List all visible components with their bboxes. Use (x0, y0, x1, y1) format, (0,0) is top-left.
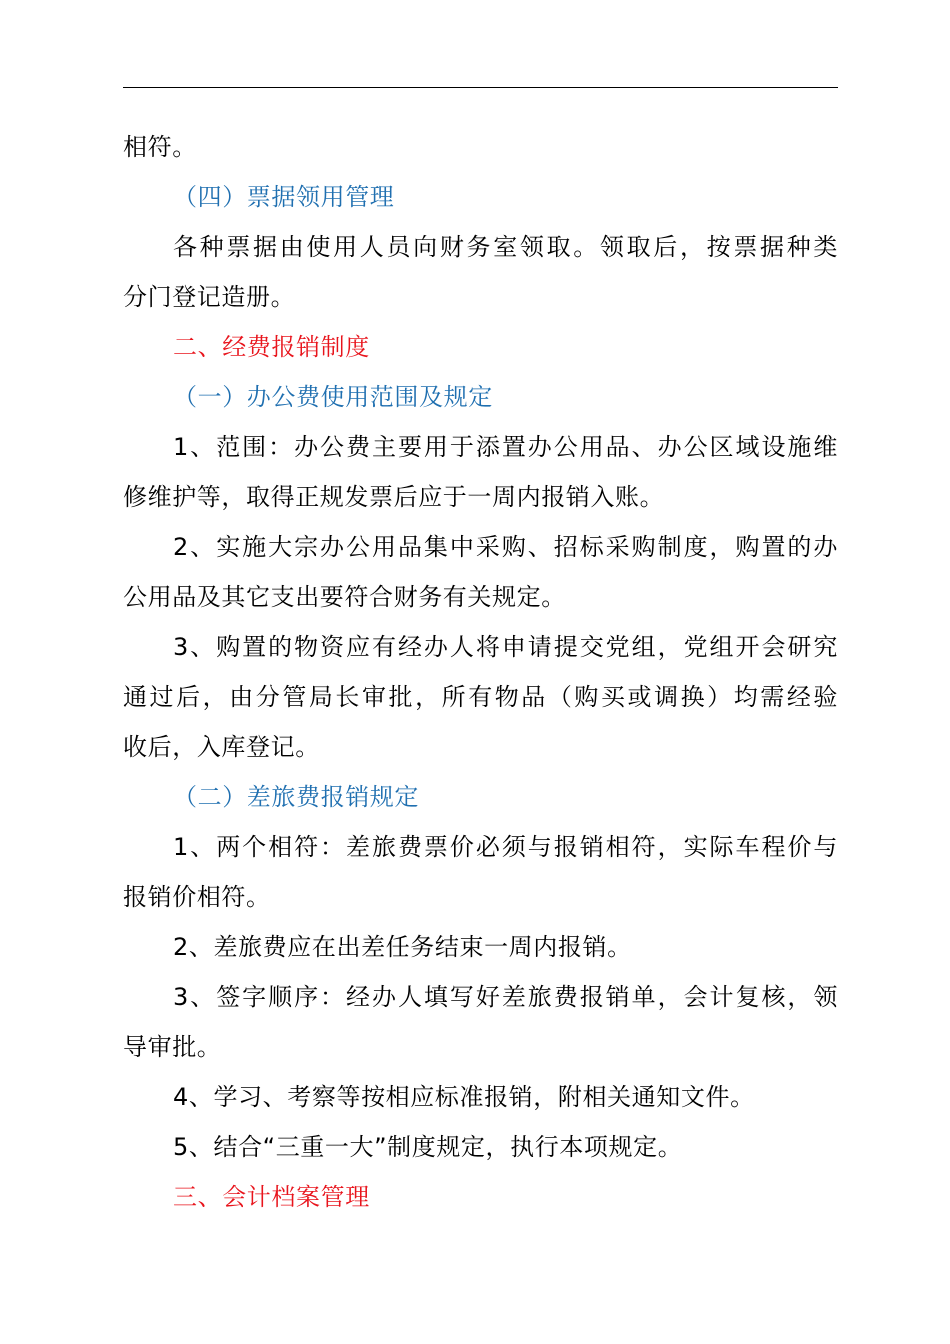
paragraph-line: 相符。 (123, 133, 197, 161)
subheading-office-expenses: （一）办公费使用范围及规定 (173, 383, 493, 411)
paragraph-line: 2、差旅费应在出差任务结束一周内报销。 (173, 933, 632, 961)
paragraph-line: 2、实施大宗办公用品集中采购、招标采购制度，购置的办 (173, 533, 838, 561)
paragraph-line: 3、购置的物资应有经办人将申请提交党组，党组开会研究 (173, 633, 838, 661)
paragraph-line: 通过后，由分管局长审批，所有物品（购买或调换）均需经验 (123, 683, 838, 711)
paragraph-line: 3、签字顺序：经办人填写好差旅费报销单，会计复核，领 (173, 983, 838, 1011)
subheading-travel-expenses: （二）差旅费报销规定 (173, 783, 419, 811)
paragraph-line: 导审批。 (123, 1033, 222, 1061)
paragraph-line: 1、范围：办公费主要用于添置办公用品、办公区域设施维 (173, 433, 838, 461)
paragraph-line: 报销价相符。 (123, 883, 271, 911)
paragraph-line: 4、学习、考察等按相应标准报销，附相关通知文件。 (173, 1083, 755, 1111)
paragraph-line: 公用品及其它支出要符合财务有关规定。 (123, 583, 566, 611)
header-rule (123, 87, 838, 88)
paragraph-line: 各种票据由使用人员向财务室领取。领取后，按票据种类 (173, 233, 838, 261)
paragraph-line: 5、结合“三重一大”制度规定，执行本项规定。 (173, 1133, 683, 1161)
paragraph-line: 1、两个相符：差旅费票价必须与报销相符，实际车程价与 (173, 833, 838, 861)
paragraph-line: 收后，入库登记。 (123, 733, 320, 761)
section-heading-expense-reimbursement: 二、经费报销制度 (173, 333, 370, 361)
section-heading-accounting-archives: 三、会计档案管理 (173, 1183, 370, 1211)
paragraph-line: 修维护等，取得正规发票后应于一周内报销入账。 (123, 483, 665, 511)
paragraph-line: 分门登记造册。 (123, 283, 296, 311)
document-body (123, 122, 838, 1222)
subheading-receipts-management: （四）票据领用管理 (173, 183, 395, 211)
